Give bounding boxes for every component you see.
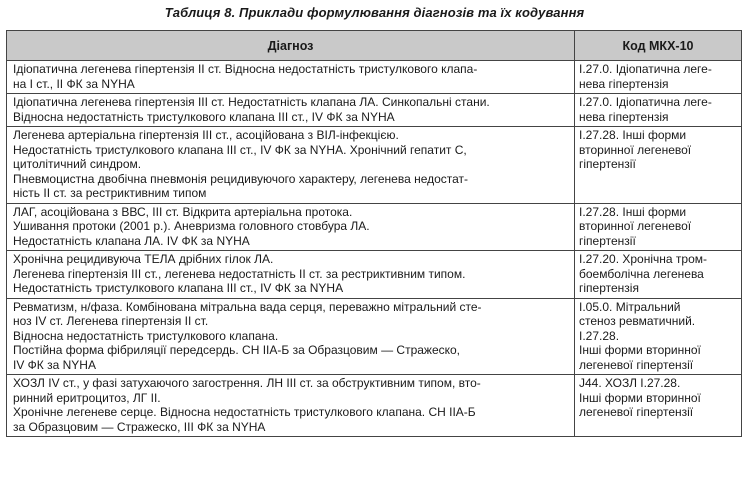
icd-code-text-line: гіпертензії bbox=[579, 157, 636, 171]
table-row bbox=[7, 203, 742, 251]
diagnosis-text-line: ність ІІ ст. за рестриктивним типом bbox=[13, 186, 207, 200]
icd-code-cell bbox=[575, 61, 742, 94]
icd-code-text-line: нева гіпертензія bbox=[579, 76, 669, 91]
diagnosis-text-line: Легенева гіпертензія ІІІ ст., легенева недостатність ІІ ст. за рестриктивним типом. bbox=[13, 266, 466, 281]
icd-code-text-line: І.05.0. Мітральний bbox=[579, 299, 681, 314]
diagnosis-cell bbox=[7, 127, 575, 204]
table-row bbox=[7, 375, 742, 437]
icd-code-text-line: І.27.20. Хронічна тром- bbox=[579, 252, 707, 266]
diagnosis-table bbox=[6, 30, 742, 437]
icd-code-cell bbox=[575, 127, 742, 204]
table-row bbox=[7, 251, 742, 299]
diagnosis-text-line: ЛАГ, асоційована з ВВС, ІІІ ст. Відкрита артеріальна протока. bbox=[13, 204, 353, 219]
icd-code-text-line: J44. ХОЗЛ І.27.28. bbox=[579, 376, 681, 390]
icd-code-text-line: І.27.0. Ідіопатична леге- bbox=[579, 95, 712, 109]
icd-code-cell bbox=[575, 203, 742, 251]
icd-code-text-line: легеневої гіпертензії bbox=[579, 357, 694, 372]
diagnosis-text-line: Постійна форма фібриляції передсердь. СН ІІА-Б за Образцовим — Стражеско, bbox=[13, 343, 461, 357]
icd-code-cell bbox=[575, 251, 742, 299]
icd-code-text-line: Інші форми вторинної bbox=[579, 390, 701, 405]
diagnosis-text-line: Ревматизм, н/фаза. Комбінована мітральна вада серця, переважно мітральний сте- bbox=[13, 299, 482, 314]
diagnosis-text-line: на І ст., ІІ ФК за NYHA bbox=[13, 76, 135, 91]
diagnosis-text-line: Хронічна рецидивуюча ТЕЛА дрібних гілок ЛА. bbox=[13, 252, 274, 266]
diagnosis-text-line: Ушивання протоки (2001 р.). Аневризма головного стовбура ЛА. bbox=[13, 219, 370, 233]
diagnosis-cell bbox=[7, 298, 575, 375]
diagnosis-cell bbox=[7, 203, 575, 251]
diagnosis-text-line: Відносна недостатність тристулкового клапана ІІІ ст., IV ФК за NYHA bbox=[13, 109, 395, 124]
diagnosis-text-line: IV ФК за NYHA bbox=[13, 357, 96, 372]
diagnosis-cell bbox=[7, 375, 575, 437]
diagnosis-text-line: Хронічне легеневе серце. Відносна недостатність тристулкового клапана. СН ІІА-Б bbox=[13, 405, 476, 419]
icd-code-text-line: легеневої гіпертензії bbox=[579, 405, 694, 419]
diagnosis-cell bbox=[7, 94, 575, 127]
table-row bbox=[7, 94, 742, 127]
diagnosis-cell bbox=[7, 251, 575, 299]
diagnosis-text-line: ХОЗЛ IV ст., у фазі затухаючого загострення. ЛН ІІІ ст. за обструктивним типом, вто- bbox=[13, 376, 481, 390]
icd-code-cell bbox=[575, 375, 742, 437]
table-row bbox=[7, 61, 742, 94]
icd-code-text-line: гіпертензії bbox=[579, 233, 636, 248]
icd-code-text-line: вторинної легеневої bbox=[579, 142, 692, 157]
table-row bbox=[7, 127, 742, 204]
diagnosis-text-line: Недостатність клапана ЛА. IV ФК за NYHA bbox=[13, 233, 250, 248]
icd-code-cell bbox=[575, 298, 742, 375]
diagnosis-text-line: Легенева артеріальна гіпертензія ІІІ ст., асоційована з ВІЛ-інфекцією. bbox=[13, 128, 399, 142]
diagnosis-text-line: цитолітичний синдром. bbox=[13, 157, 142, 171]
diagnosis-text-line: Ідіопатична легенева гіпертензія ІІ ст. Відносна недостатність тристулкового клапа- bbox=[13, 62, 478, 76]
table-row bbox=[7, 298, 742, 375]
icd-code-text-line: стеноз ревматичний. bbox=[579, 314, 696, 328]
column-header-code: Код МКХ-10 bbox=[575, 31, 742, 61]
table-header-row bbox=[7, 31, 742, 61]
diagnosis-text-line: Недостатність тристулкового клапана ІІІ ст., IV ФК за NYHA. Хронічний гепатит С, bbox=[13, 142, 467, 157]
diagnosis-text-line: ринний еритроцитоз, ЛГ ІІ. bbox=[13, 390, 161, 405]
icd-code-text-line: Інші форми вторинної bbox=[579, 343, 701, 357]
column-header-diagnosis: Діагноз bbox=[7, 31, 575, 61]
icd-code-text-line: нева гіпертензія bbox=[579, 109, 669, 124]
icd-code-text-line: І.27.28. Інші форми bbox=[579, 128, 687, 142]
icd-code-cell bbox=[575, 94, 742, 127]
table-caption: Таблиця 8. Приклади формулювання діагнозів та їх кодування bbox=[164, 5, 585, 20]
icd-code-text-line: гіпертензія bbox=[579, 281, 639, 295]
table-body bbox=[7, 61, 742, 437]
icd-code-text-line: боемболічна легенева bbox=[579, 266, 704, 281]
diagnosis-text-line: Ідіопатична легенева гіпертензія ІІІ ст. Недостатність клапана ЛА. Синкопальні стани. bbox=[13, 95, 490, 109]
diagnosis-text-line: Недостатність тристулкового клапана ІІІ ст., IV ФК за NYHA bbox=[13, 281, 344, 295]
diagnosis-text-line: ноз IV ст. Легенева гіпертензія ІІ ст. bbox=[13, 314, 209, 328]
icd-code-text-line: вторинної легеневої bbox=[579, 219, 692, 233]
diagnosis-text-line: Пневмоцистна двобічна пневмонія рецидивуючого характеру, легенева недостат- bbox=[13, 171, 469, 186]
diagnosis-cell bbox=[7, 61, 575, 94]
icd-code-text-line: І.27.28. Інші форми bbox=[579, 204, 687, 219]
icd-code-text-line: І.27.28. bbox=[579, 328, 620, 343]
diagnosis-text-line: Відносна недостатність тристулкового клапана. bbox=[13, 328, 279, 343]
icd-code-text-line: І.27.0. Ідіопатична леге- bbox=[579, 62, 712, 76]
diagnosis-text-line: за Образцовим — Стражеско, ІІІ ФК за NYHA bbox=[13, 419, 266, 434]
